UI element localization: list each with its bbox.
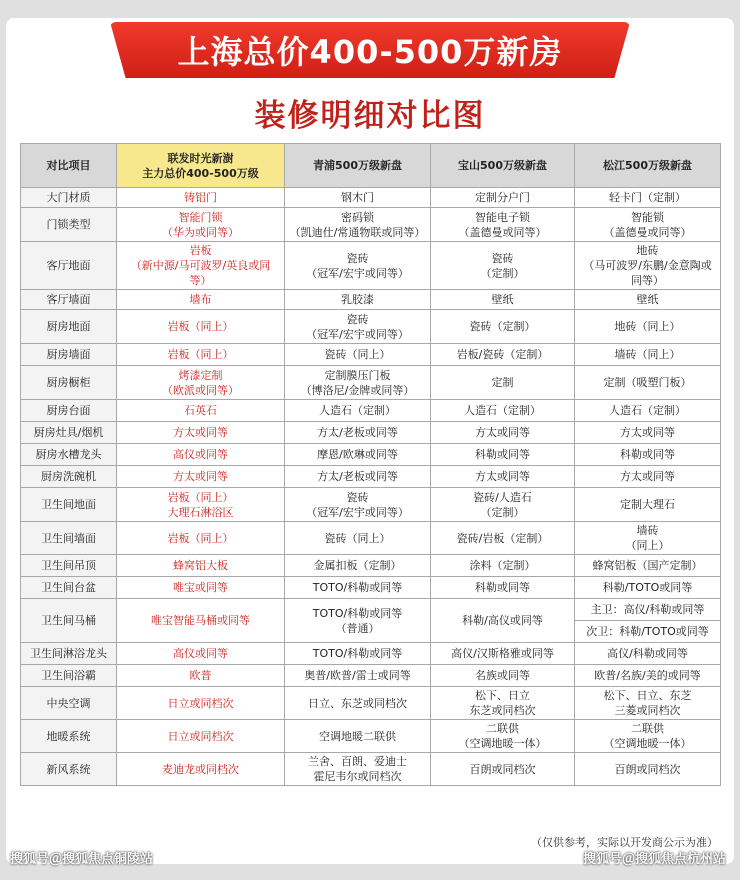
cell-text: 瓷砖 [346,490,369,504]
cell-text: 烤漆定制 [178,368,223,382]
cell-text: 瓷砖（定制） [469,320,536,333]
comparison-table [20,143,721,786]
row-label: 卫生间吊顶 [21,555,117,577]
cell-text: （普通） [335,621,380,635]
table-header [21,144,721,188]
cell-text: 壁纸 [636,293,659,306]
table-cell [117,753,285,786]
table-row [21,577,721,599]
table-cell [285,687,431,720]
row-label: 厨房地面 [21,310,117,344]
table-cell [575,488,721,522]
cell-text: 方太或同等 [173,426,228,439]
table-row [21,665,721,687]
row-label: 厨房水槽龙头 [21,444,117,466]
cell-text: 二联供 [631,722,664,735]
table-cell [431,188,575,208]
cell-text: （同上） [625,539,670,552]
row-label: 卫生间淋浴龙头 [21,643,117,665]
table-cell [575,242,721,290]
cell-text: 高仪/科勒或同等 [607,647,688,660]
cell-text: 定制膜压门板 [324,368,391,382]
table-cell [575,522,721,555]
cell-text: （新中源/马可波罗/英良或同 [130,259,271,272]
table-cell [575,208,721,242]
cell-text: 摩恩/欧琳或同等 [317,448,398,461]
table-row [21,466,721,488]
cell-text: 智能电子锁 [475,210,530,224]
cell-text: 定制（吸塑门板） [603,376,692,389]
cell-text: 方太或同等 [620,426,675,439]
cell-text: 奥普/欧普/雷士或同等 [304,669,411,682]
row-label: 厨房台面 [21,400,117,422]
table-cell [575,310,721,344]
cell-text: 方太或同等 [475,470,530,483]
table-cell [117,488,285,522]
cell-text: 岩板（同上） [167,320,234,333]
column-header [431,144,575,188]
cell-text: TOTO/科勒或同等 [312,581,403,594]
table-cell [431,720,575,753]
cell-text: 大理石淋浴区 [167,505,234,519]
table-cell [117,444,285,466]
table-cell [431,208,575,242]
column-header [21,144,117,188]
cell-text: 轻卡门（定制） [609,191,686,204]
table-cell [431,687,575,720]
row-label: 卫生间台盆 [21,577,117,599]
cell-text: 兰舍、百朗、爱迪士 [308,755,407,768]
table-cell [575,400,721,422]
table-row [21,188,721,208]
table-cell [575,344,721,366]
column-header [117,144,285,188]
header-row [21,144,721,188]
table-cell [285,290,431,310]
table-cell [575,366,721,400]
table-cell [431,242,575,290]
table-body [21,188,721,786]
cell-text: 定制 [491,376,514,389]
cell-text: 壁纸 [491,293,514,306]
table-cell [431,488,575,522]
row-label: 地暖系统 [21,720,117,753]
row-label: 厨房洗碗机 [21,466,117,488]
cell-text: 松下、日立、东芝 [603,689,692,702]
cell-text: 人造石（定制） [464,404,541,417]
cell-text: 三菱或同档次 [614,704,681,717]
cell-text: 松下、日立 [475,689,530,702]
table-row [21,290,721,310]
table-cell [285,400,431,422]
cell-text: 日立、东芝或同档次 [308,696,407,710]
table-cell [117,422,285,444]
table-cell [285,188,431,208]
cell-text: （盖德曼或同等） [603,225,692,239]
table-cell [575,599,721,621]
cell-text: 唯宝或同等 [173,581,228,594]
table-cell [431,366,575,400]
cell-text: 蜂窝铝大板 [173,559,228,572]
watermark-left: 搜狐号＠搜狐焦点铜陵站 [10,852,154,867]
cell-text: 高仪或同等 [173,647,228,660]
table-cell [575,621,721,643]
watermark-right: 搜狐号＠搜狐焦点杭州站 [582,852,726,867]
table-cell [285,242,431,290]
table-row [21,522,721,555]
table-cell [431,444,575,466]
table-cell [431,310,575,344]
cell-text: 瓷砖 [491,251,514,265]
row-label: 卫生间浴霸 [21,665,117,687]
cell-text: （冠军/宏宇或同等） [306,266,409,280]
table-cell [575,577,721,599]
table-cell [285,720,431,753]
cell-text: 瓷砖 [346,251,369,265]
table-cell [431,577,575,599]
cell-text: 方太/老板或同等 [317,470,398,483]
table-cell [431,290,575,310]
table-cell [117,687,285,720]
cell-text: （定制） [480,266,525,280]
cell-text: 日立或同档次 [167,696,234,710]
cell-text: 密码锁 [341,210,374,224]
table-cell [285,366,431,400]
table-cell [117,466,285,488]
table-cell [285,599,431,643]
table-cell [117,366,285,400]
cell-text: 瓷砖/人造石 [473,490,532,504]
table-cell [285,208,431,242]
row-label: 客厅地面 [21,242,117,290]
table-cell [285,310,431,344]
table-row [21,444,721,466]
row-label: 客厅墙面 [21,290,117,310]
cell-text: 地砖（同上） [614,320,681,333]
row-label: 厨房橱柜 [21,366,117,400]
table-cell [575,466,721,488]
row-label: 门锁类型 [21,208,117,242]
cell-text: 人造石（定制） [609,404,686,417]
table-cell [575,687,721,720]
cell-text: 乳胶漆 [341,293,374,306]
table-cell [285,643,431,665]
cell-text: 墙布 [189,293,212,306]
cell-text: 石英石 [184,404,217,417]
table-cell [117,522,285,555]
table-cell [117,188,285,208]
cell-text: （空调地暖一体） [603,737,692,750]
cell-text: 方太/老板或同等 [317,426,398,439]
table-cell [117,208,285,242]
table-row [21,599,721,621]
table-cell [117,720,285,753]
cell-text: 钢木门 [341,191,374,204]
table-cell [431,643,575,665]
table-cell [575,290,721,310]
cell-text: （冠军/宏宇或同等） [306,327,409,341]
table-cell [117,242,285,290]
cell-text: 岩板/瓷砖（定制） [456,348,549,361]
table-cell [431,599,575,643]
cell-text: 方太或同等 [475,426,530,439]
header-text: 对比项目 [46,159,91,172]
table-cell [575,753,721,786]
table-cell [431,422,575,444]
table-cell [431,400,575,422]
column-header [285,144,431,188]
table-cell [117,599,285,643]
cell-text: 百朗或同档次 [469,762,536,776]
row-label: 大门材质 [21,188,117,208]
cell-text: 高仪或同等 [173,448,228,461]
table-cell [117,290,285,310]
table-cell [117,577,285,599]
cell-text: 墙砖（同上） [614,348,681,361]
cell-text: 高仪/汉斯格雅或同等 [451,647,554,660]
table-cell [285,577,431,599]
page-subtitle: 装修明细对比图 [254,98,486,134]
table-cell [117,400,285,422]
header-text: 青浦500万级新盘 [313,159,402,172]
row-label: 厨房墙面 [21,344,117,366]
cell-text: 智能锁 [631,210,664,224]
cell-text: 涂料（定制） [469,559,536,572]
cell-text: 蜂窝铝板（国产定制） [592,559,703,572]
table-cell [431,753,575,786]
table-cell [285,422,431,444]
row-label: 中央空调 [21,687,117,720]
table-cell [431,665,575,687]
cell-text: （定制） [480,505,525,519]
cell-text: 同等） [631,274,664,287]
table-cell [431,555,575,577]
column-header [575,144,721,188]
footnote: （仅供参考，实际以开发商公示为准） [531,836,718,849]
cell-text: 定制大理石 [620,498,675,511]
cell-text: 科勒/TOTO或同等 [602,581,693,594]
table-row [21,753,721,786]
table-row [21,720,721,753]
cell-text: 瓷砖（同上） [324,531,391,545]
table-cell [575,422,721,444]
cell-text: 科勒或同等 [620,448,675,461]
table-cell [431,344,575,366]
cell-text: （空调地暖一体） [458,737,547,750]
cell-text: TOTO/科勒或同等 [312,606,403,620]
table-cell [575,188,721,208]
cell-text: 铸铝门 [184,191,217,204]
table-cell [117,643,285,665]
table-row [21,310,721,344]
banner-title: 上海总价400-500万新房 [177,33,563,71]
table-cell [285,344,431,366]
table-cell [285,522,431,555]
table-row [21,242,721,290]
cell-text: 墙砖 [636,524,659,537]
header-text: 联发时光新澍 [167,151,234,165]
table-row [21,422,721,444]
cell-text: 金属扣板（定制） [313,559,402,572]
table-cell [575,720,721,753]
cell-text: 二联供 [486,722,519,735]
cell-text: 瓷砖 [346,312,369,326]
table-cell [117,344,285,366]
cell-text: 瓷砖（同上） [324,348,391,361]
cell-text: （盖德曼或同等） [458,225,547,239]
table-cell [285,753,431,786]
cell-text: 次卫：科勒/TOTO或同等 [586,625,709,638]
cell-text: 智能门锁 [178,210,223,224]
cell-text: 瓷砖/岩板（定制） [456,531,549,545]
cell-text: 欧普/名族/美的或同等 [594,669,701,682]
cell-text: （华为或同等） [162,225,239,239]
cell-text: 定制分户门 [475,191,530,204]
cell-text: 科勒或同等 [475,448,530,461]
row-label: 新风系统 [21,753,117,786]
cell-text: 科勒/高仪或同等 [462,614,543,627]
cell-text: 人造石（定制） [319,404,396,417]
table-row [21,687,721,720]
cell-text: 麦迪龙或同档次 [162,762,239,776]
cell-text: （冠军/宏宇或同等） [306,505,409,519]
table-row [21,488,721,522]
cell-text: 百朗或同档次 [614,762,681,776]
row-label: 卫生间墙面 [21,522,117,555]
cell-text: （马可波罗/东鹏/金意陶或 [583,259,712,272]
table-cell [431,522,575,555]
table-row [21,643,721,665]
header-text: 宝山500万级新盘 [458,159,547,172]
cell-text: 岩板（同上） [167,490,234,504]
cell-text: 岩板 [189,244,212,257]
table-cell [285,665,431,687]
cell-text: 唯宝智能马桶或同等 [151,614,250,627]
row-label: 卫生间地面 [21,488,117,522]
row-label: 卫生间马桶 [21,599,117,643]
table-cell [285,466,431,488]
table-row [21,366,721,400]
table-cell [285,444,431,466]
cell-text: TOTO/科勒或同等 [312,647,403,660]
cell-text: 日立或同档次 [167,729,234,743]
cell-text: 欧普 [189,669,212,682]
table-row [21,555,721,577]
table-cell [117,555,285,577]
cell-text: 科勒或同等 [475,581,530,594]
table-cell [431,466,575,488]
cell-text: 地砖 [636,244,659,257]
table-cell [575,555,721,577]
cell-text: （博洛尼/金牌或同等） [300,383,415,397]
header-text: 松江500万级新盘 [603,159,692,172]
cell-text: 方太或同等 [620,470,675,483]
cell-text: 岩板（同上） [167,531,234,545]
table-cell [575,643,721,665]
header-text: 主力总价400-500万级 [142,166,259,180]
cell-text: （凯迪仕/常通物联或同等） [289,225,426,239]
row-label: 厨房灶具/烟机 [21,422,117,444]
table-cell [575,665,721,687]
table-row [21,400,721,422]
cell-text: 东芝或同档次 [469,704,536,717]
table-cell [285,555,431,577]
cell-text: 主卫：高仪/科勒或同等 [590,603,705,616]
cell-text: 名族或同等 [475,669,530,682]
cell-text: 方太或同等 [173,470,228,483]
cell-text: 霍尼韦尔或同档次 [313,770,402,783]
table-cell [575,444,721,466]
cell-text: （欧派或同等） [162,383,239,397]
table-cell [285,488,431,522]
table-row [21,344,721,366]
table-cell [117,665,285,687]
table-cell [117,310,285,344]
cell-text: 等） [189,274,212,287]
table-row [21,208,721,242]
cell-text: 空调地暖二联供 [319,729,396,743]
cell-text: 岩板（同上） [167,348,234,361]
